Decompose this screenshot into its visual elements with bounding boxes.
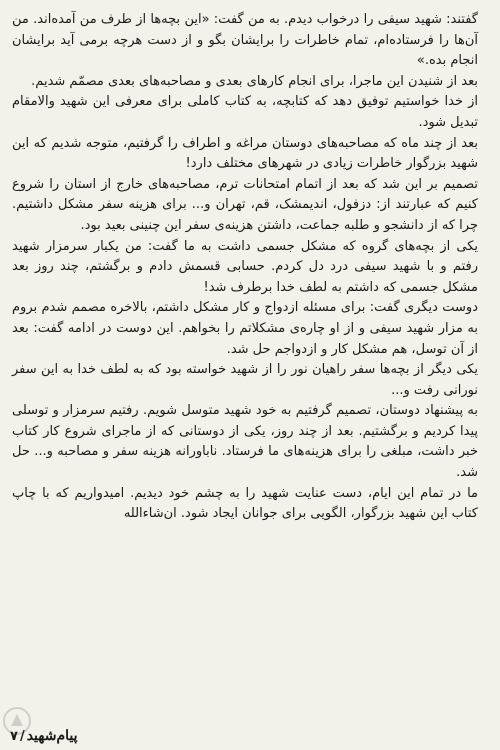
publication-name: پیام‌شهید — [26, 728, 78, 744]
paragraph: گفتند: شهید سیفی را درخواب دیدم. به من گفت: «این بچه‌ها از طرف من آمده‌اند. من آن‌ها را فرستاده‌ام، تمام خاطرات را برایشان بگو و از دست هرچه برمی آید برایشان انجام بده.» — [12, 12, 478, 69]
paragraph: ما در تمام این ایام، دست عنایت شهید را به چشم خود دیدیم. امیدواریم که با چاپ کتاب این شهید بزرگوار، الگویی برای جوانان ایجاد شود. ان‌شاءالله — [12, 485, 478, 522]
watermark-icon — [2, 706, 32, 736]
page-number: ۷ — [10, 728, 18, 744]
paragraph: بعد از شنیدن این ماجرا، برای انجام کارهای بعدی و مصاحبه‌های بعدی مصمّم شدیم. — [31, 73, 478, 89]
paragraph: یکی دیگر از بچه‌ها سفر راهیان نور را از شهید خواسته بود که به لطف خدا به این سفر نورانی رفت و... — [12, 362, 478, 398]
paragraph: از خدا خواستیم توفیق دهد که کتابچه، به کتاب کاملی برای معرفی این شهید والامقام تبدیل شود. — [12, 94, 478, 130]
paragraph: یکی از بچه‌های گروه که مشکل جسمی داشت به ما گفت: من یکبار سرمزار شهید رفتم و با شهید سیفی درد دل کردم. حسابی قسمش دادم و برگشتم، چند روز بعد مشکل جسمی که داشتم به لطف خدا برطرف شد! — [12, 238, 478, 295]
paragraph: بعد از چند ماه که مصاحبه‌های دوستان مراغه و اطراف را گرفتیم، متوجه شدیم که این شهید بزرگوار خاطرات زیادی در شهرهای مختلف دارد! — [12, 135, 478, 172]
paragraph: به پیشنهاد دوستان، تصمیم گرفتیم به خود شهید متوسل شویم. رفتیم سرمزار و توسلی پیدا کردیم و برگشتیم. بعد از چند روز، یکی از دوستانی که از ماجرای شروع کار کتاب خبر داشت، مبلغی را برای هزینه‌های ما فرستاد. ناباورانه هزینه سفر و مصاحبه و... حل شد. — [12, 403, 478, 481]
paragraph: تصمیم بر این شد که بعد از اتمام امتحانات ترم، مصاحبه‌های خارج از استان را شروع کنیم که عبارتند از: دزفول، اندیمشک، قم، تهران و... برای هزینه سفر مشکل داشتیم. چرا که از دانشجو و طلبه جماعت، داشتن هزینه‌ی سفر این چنینی بعید بود. — [12, 176, 478, 233]
body-text — [12, 10, 478, 525]
paragraph: دوست دیگری گفت: برای مسئله ازدواج و کار مشکل داشتم، بالاخره مصمم شدم بروم به مزار شهید سیفی و از او چاره‌ی مشکلاتم را بخواهم. این دوست در ادامه گفت: بعد از آن توسل، هم مشکل کار و ازدواجم حل شد. — [12, 300, 478, 357]
footer-separator: / — [19, 728, 25, 744]
